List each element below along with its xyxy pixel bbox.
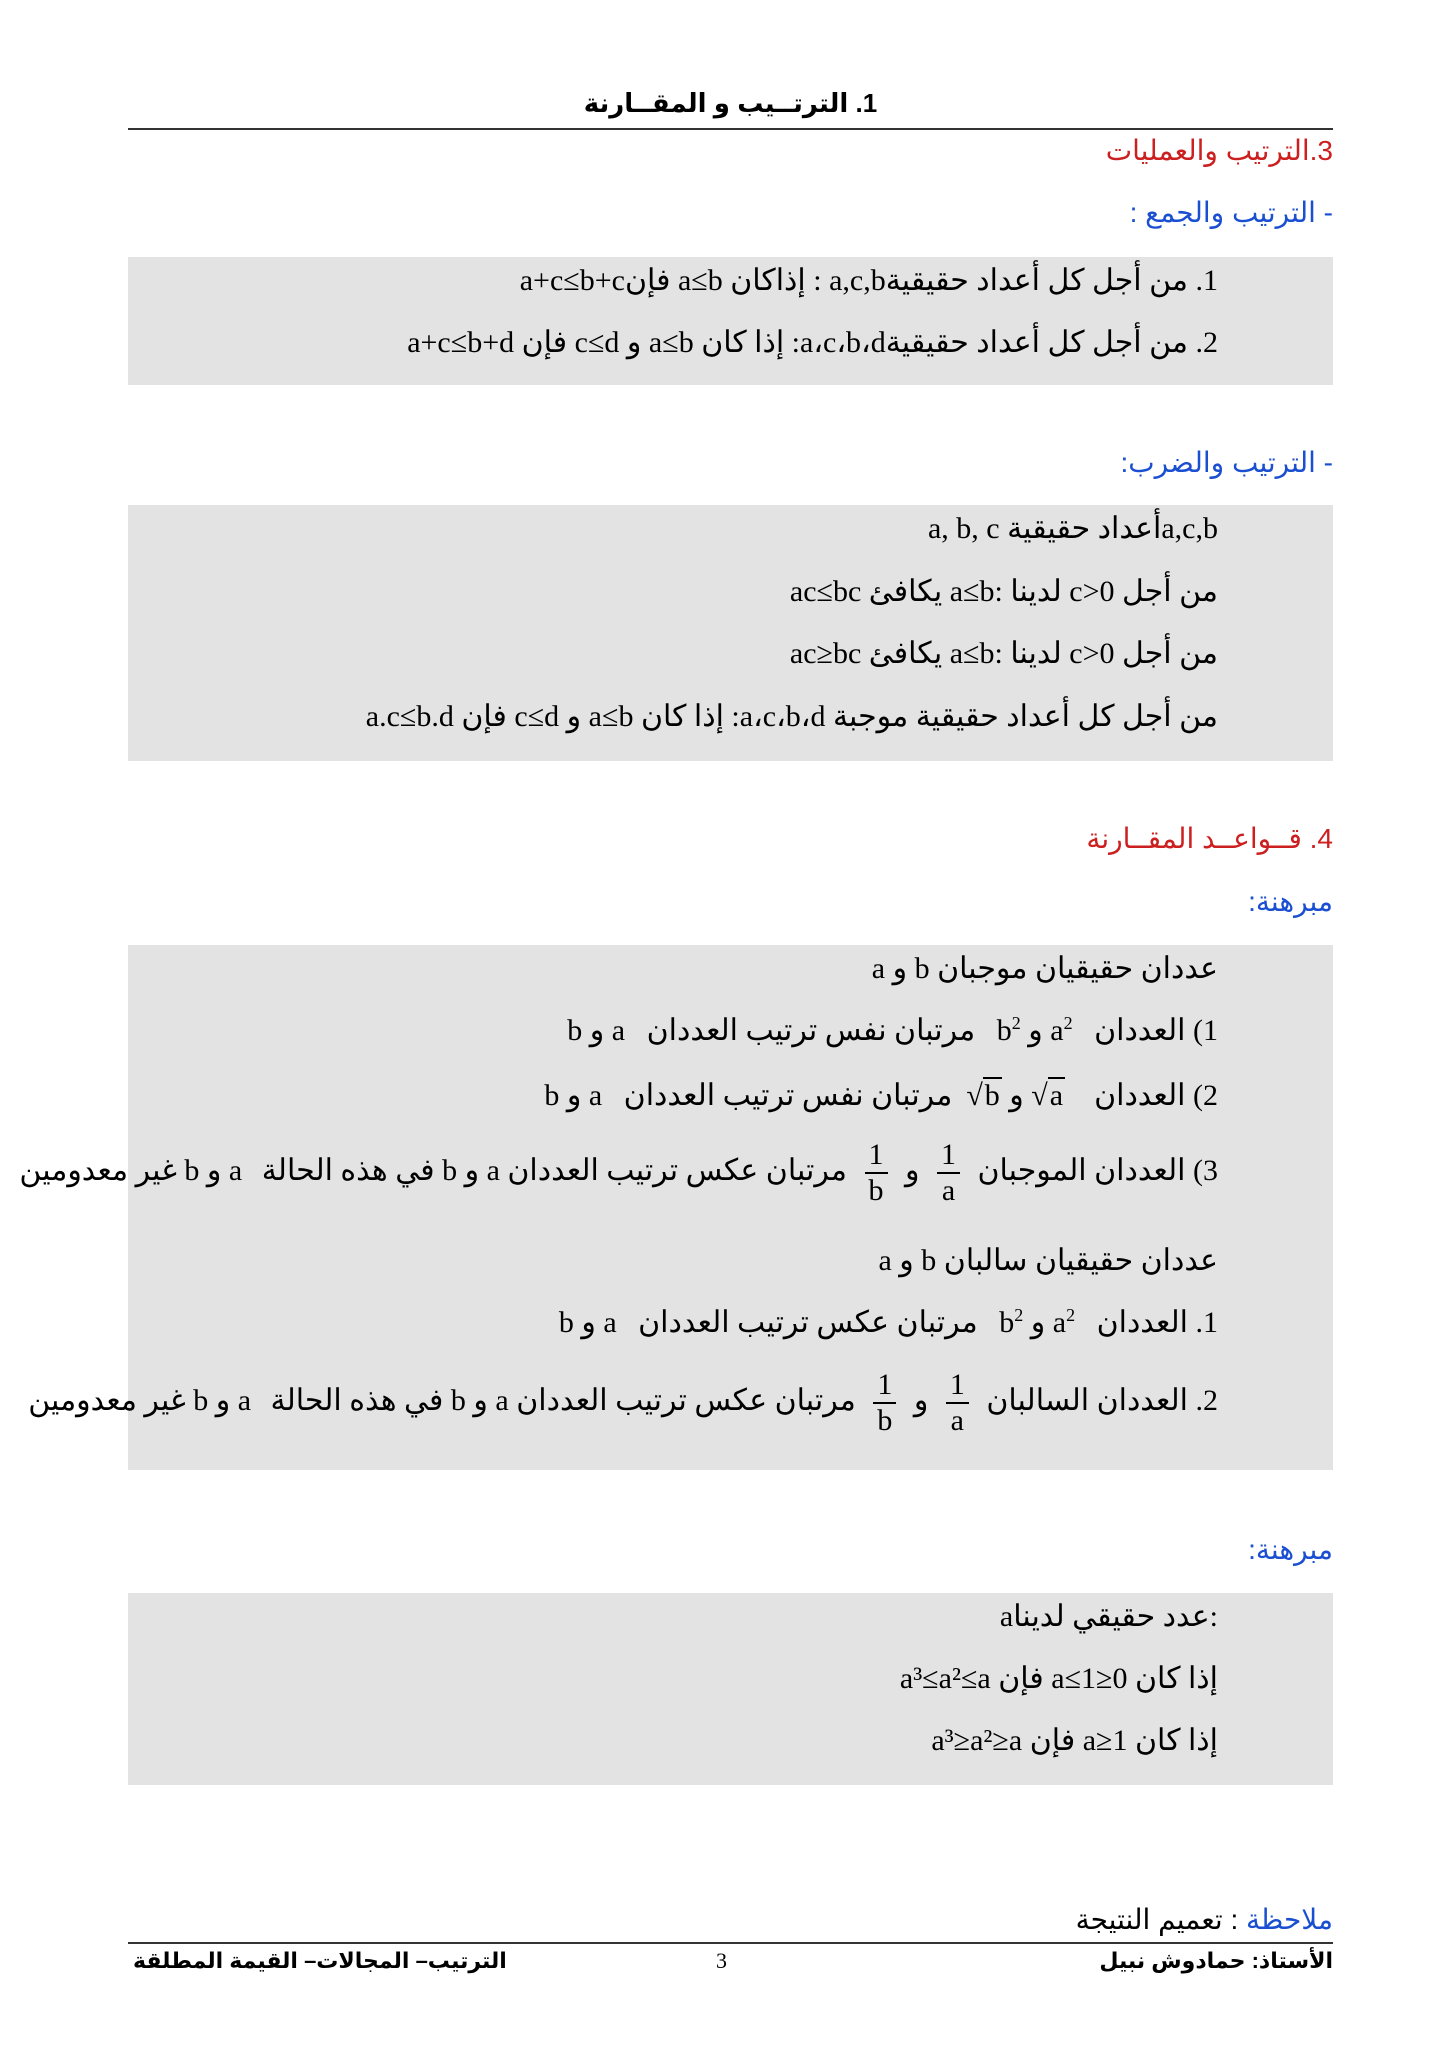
multiplication-rule-3: من أجل كل أعداد حقيقية موجبة a،c،b،d: إذا كان a≤b و c≤d فإن a.c≤b.d bbox=[365, 700, 1218, 733]
addition-box bbox=[128, 257, 1333, 385]
positive-rule-2 bbox=[544, 1078, 1218, 1113]
roots-expression: √b و √a bbox=[966, 1079, 1064, 1112]
positive-rule-3 bbox=[19, 1140, 1218, 1206]
positive-rule-2-middle: مرتبان نفس ترتيب العددان bbox=[623, 1079, 953, 1112]
negative-squares-expression: $b^2$ و $a^2$ bbox=[999, 1305, 1076, 1339]
positive-rule-1-middle: مرتبان نفس ترتيب العددان bbox=[646, 1014, 976, 1047]
fraction-1-over-b: $\frac{1}{b}$ bbox=[865, 1140, 888, 1206]
fraction-1-over-a: $\frac{1}{a}$ bbox=[937, 1140, 960, 1206]
section-4-heading: 4. قــواعــد المقــارنة bbox=[1086, 823, 1333, 854]
footer-teacher: الأستاذ: حمادوش نبيل bbox=[1099, 1948, 1333, 1973]
theorem-2-rule-1: إذا كان 0≤a≤1 فإن a³≤a²≤a bbox=[899, 1662, 1218, 1695]
theorem-1-heading: مبرهنة: bbox=[1248, 886, 1333, 917]
negative-fraction-1-over-a: $\frac{1}{a}$ bbox=[946, 1370, 969, 1436]
addition-rule-1: 1. من أجل كل أعداد حقيقيةa,c,b : إذاكان a≤b فإنa+c≤b+c bbox=[519, 264, 1218, 297]
positive-rule-3-end: a و b غير معدومين bbox=[19, 1153, 243, 1187]
theorem-2-heading: مبرهنة: bbox=[1248, 1534, 1333, 1565]
note-text: : تعميم النتيجة bbox=[1075, 1904, 1239, 1935]
addition-heading: - الترتيب والجمع : bbox=[1129, 197, 1333, 228]
negative-fraction-1-over-b: $\frac{1}{b}$ bbox=[873, 1370, 896, 1436]
sqrt-b: √b bbox=[966, 1079, 1000, 1112]
positive-rule-2-prefix: 2) العددان bbox=[1094, 1079, 1218, 1112]
negative-rule-1-prefix: 1. العددان bbox=[1096, 1306, 1218, 1339]
negative-rule-2-middle: مرتبان عكس ترتيب العددان a و b في هذه الحالة bbox=[270, 1383, 856, 1417]
header-divider bbox=[128, 128, 1333, 130]
negative-rule-1-end: a و b bbox=[558, 1306, 617, 1339]
section-3-heading: 3.الترتيب والعمليات bbox=[1105, 135, 1333, 166]
negative-intro: a و b عددان حقيقيان سالبان bbox=[878, 1244, 1218, 1277]
footer-divider bbox=[128, 1942, 1333, 1944]
positive-rule-3-prefix: 3) العددان الموجبان bbox=[977, 1153, 1218, 1187]
page-number: 3 bbox=[716, 1948, 727, 1973]
theorem-1-box bbox=[19, 945, 1333, 1470]
positive-rule-1-prefix: 1) العددان bbox=[1094, 1014, 1218, 1047]
multiplication-intro: a, b, c أعداد حقيقيةa,c,b bbox=[927, 512, 1218, 545]
multiplication-heading: - الترتيب والضرب: bbox=[1120, 447, 1333, 478]
multiplication-rule-2: من أجل c>0 لدينا :a≤b يكافئ ac≥bc bbox=[789, 637, 1218, 670]
negative-rule-1 bbox=[559, 1305, 1218, 1340]
multiplication-rule-1: من أجل c>0 لدينا :a≤b يكافئ ac≤bc bbox=[789, 575, 1218, 608]
squares-expression: $b^2$ و $a^2$ bbox=[996, 1013, 1073, 1047]
positive-rule-1-end: a و b bbox=[567, 1014, 626, 1047]
note bbox=[1076, 1903, 1333, 1936]
positive-rule-3-and: و bbox=[905, 1153, 920, 1187]
negative-rule-1-middle: مرتبان عكس ترتيب العددان bbox=[638, 1306, 978, 1339]
negative-rule-2-prefix: 2. العددان السالبان bbox=[986, 1383, 1218, 1417]
positive-rule-3-middle: مرتبان عكس ترتيب العددان a و b في هذه الحالة bbox=[261, 1153, 847, 1187]
addition-rule-2: 2. من أجل كل أعداد حقيقيةa،c،b،d: إذا كان a≤b و c≤d فإن a+c≤b+d bbox=[407, 326, 1218, 359]
page-title: 1. الترتــيب و المقــارنة bbox=[583, 88, 878, 118]
note-label: ملاحظة bbox=[1246, 1904, 1333, 1935]
positive-intro: a و b عددان حقيقيان موجبان bbox=[871, 952, 1218, 985]
sqrt-a: √a bbox=[1031, 1079, 1064, 1112]
negative-rule-2-and: و bbox=[913, 1383, 929, 1417]
multiplication-box bbox=[128, 505, 1333, 761]
theorem-2-intro: aعدد حقيقي لدينا: bbox=[999, 1600, 1218, 1633]
theorem-2-box bbox=[128, 1593, 1333, 1785]
negative-rule-2-end: a و b غير معدومين bbox=[28, 1383, 252, 1417]
negative-rule-2 bbox=[28, 1370, 1218, 1436]
positive-rule-2-end: a و b bbox=[544, 1079, 603, 1112]
theorem-2-rule-2: إذا كان a≥1 فإن a³≥a²≥a bbox=[931, 1724, 1218, 1757]
footer-topic: الترتيب– المجالات– القيمة المطلقة bbox=[133, 1948, 507, 1973]
positive-rule-1 bbox=[567, 1013, 1218, 1048]
